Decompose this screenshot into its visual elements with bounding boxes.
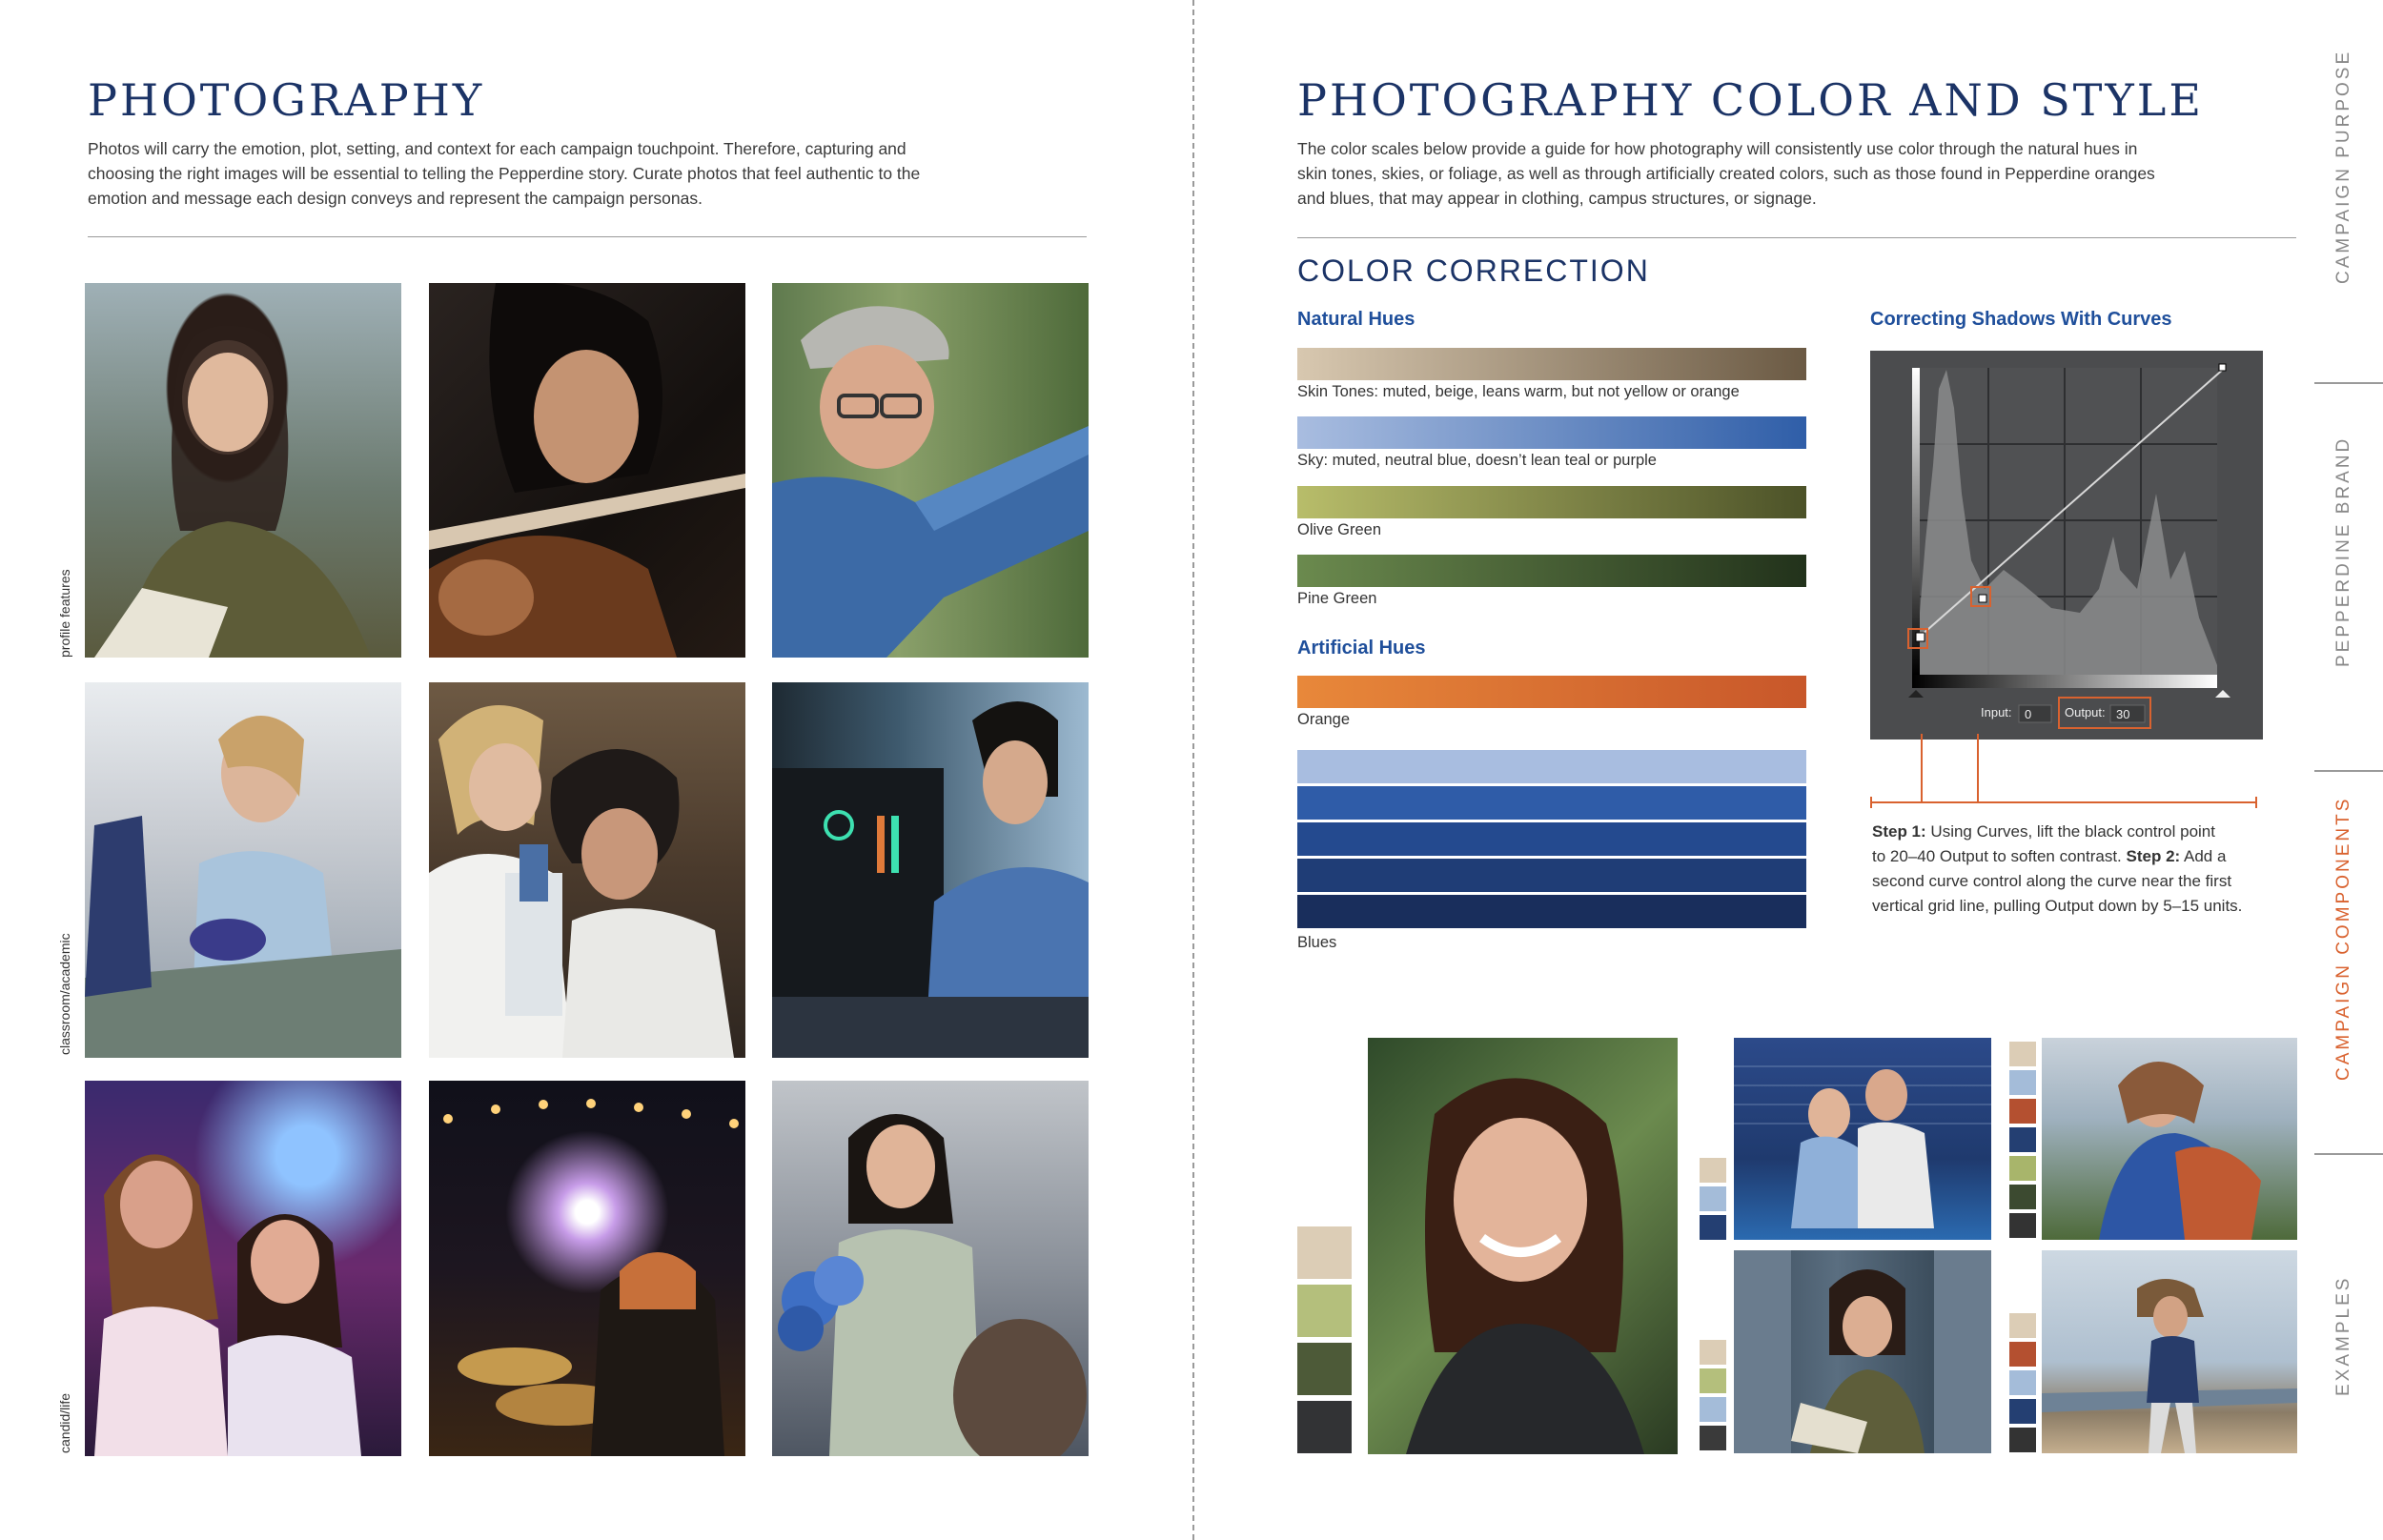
row-label-candid: candid/life — [57, 1392, 72, 1453]
photo-violinist — [429, 283, 745, 658]
photo-art-class — [85, 682, 401, 1058]
tab-separator — [2314, 770, 2383, 772]
intro-line: skin tones, skies, or foliage, as well as through artificially created colors, such as those found in Pepperdine oranges — [1297, 164, 2155, 183]
swatch — [2009, 1185, 2036, 1209]
swatch — [2009, 1070, 2036, 1095]
row-label-classroom: classroom/academic — [57, 933, 72, 1055]
curves-callout-lines — [1864, 734, 2264, 820]
step1-label: Step 1: — [1872, 822, 1926, 841]
swatch-column-e — [2009, 1313, 2036, 1452]
step-line — [1872, 820, 2272, 844]
swatch — [2009, 1342, 2036, 1367]
natural-hues-heading: Natural Hues — [1297, 309, 1416, 330]
swatch — [1700, 1397, 1726, 1422]
photo-library-student — [1734, 1250, 1991, 1453]
curves-panel — [1870, 351, 2263, 740]
swatch — [1297, 1226, 1352, 1279]
intro-line: The color scales below provide a guide for how photography will consistently use color through the natural hues in — [1297, 139, 2138, 158]
sky-label: Sky: muted, neutral blue, doesn’t lean teal or purple — [1297, 452, 1657, 469]
intro-line: choosing the right images will be essential to telling the Pepperdine story. Curate photos that feel authentic to the — [88, 164, 921, 183]
swatch — [1700, 1368, 1726, 1393]
step-line: second curve control along the curve near the first — [1872, 872, 2232, 890]
right-page-title: PHOTOGRAPHY COLOR AND STYLE — [1297, 74, 2204, 126]
orange-bar — [1297, 676, 1806, 708]
swatch — [2009, 1127, 2036, 1152]
blues-stack — [1297, 750, 1806, 928]
swatch — [2009, 1399, 2036, 1424]
step2-label: Step 2: — [2126, 847, 2181, 865]
photo-dance-party — [85, 1081, 401, 1456]
photo-microscope — [429, 682, 745, 1058]
swatch — [1700, 1340, 1726, 1365]
blue-band — [1297, 859, 1806, 892]
photo-smiling-student — [1368, 1038, 1678, 1454]
step1-text: Using Curves, lift the black control point — [1925, 822, 2215, 841]
photo-computer-student — [772, 682, 1089, 1058]
blue-band — [1297, 822, 1806, 856]
curves-heading: Correcting Shadows With Curves — [1870, 309, 2172, 330]
pine-green-label: Pine Green — [1297, 590, 1377, 607]
sky-bar — [1297, 416, 1806, 449]
swatch — [2009, 1099, 2036, 1124]
photo-hugging-friends — [2042, 1038, 2297, 1240]
row-label-profile: profile features — [57, 569, 72, 658]
tab-separator — [2314, 382, 2383, 384]
curves-output-label: Output: — [2065, 705, 2106, 719]
swatch — [2009, 1213, 2036, 1238]
tab-pepperdine-brand[interactable]: PEPPERDINE BRAND — [2333, 436, 2353, 667]
swatch-column-c — [2009, 1042, 2036, 1238]
swatch — [1700, 1426, 1726, 1450]
tab-examples[interactable]: EXAMPLES — [2333, 1275, 2353, 1396]
intro-line: and blues, that may appear in clothing, campus structures, or signage. — [1297, 189, 1817, 208]
blue-band — [1297, 786, 1806, 820]
photo-tennis-couple — [1734, 1038, 1991, 1240]
swatch — [1297, 1343, 1352, 1395]
olive-green-bar — [1297, 486, 1806, 518]
swatch — [2009, 1428, 2036, 1452]
photo-concert — [429, 1081, 745, 1456]
swatch-column-d — [1700, 1340, 1726, 1450]
curves-instructions — [1872, 820, 2272, 919]
orange-label: Orange — [1297, 711, 1351, 728]
swatch — [1700, 1215, 1726, 1240]
intro-line: emotion and message each design conveys and represent the campaign personas. — [88, 189, 703, 208]
curves-output-value: 30 — [2116, 707, 2130, 721]
blue-band — [1297, 750, 1806, 783]
right-rule — [1297, 237, 2296, 238]
tab-campaign-components[interactable]: CAMPAIGN COMPONENTS — [2333, 796, 2353, 1081]
intro-line: Photos will carry the emotion, plot, setting, and context for each campaign touchpoint. Therefore, capturing and — [88, 139, 906, 158]
step2-text: Add a — [2180, 847, 2227, 865]
photo-older-man — [772, 283, 1089, 658]
swatch — [1297, 1285, 1352, 1337]
swatch — [2009, 1370, 2036, 1395]
olive-green-label: Olive Green — [1297, 521, 1382, 538]
left-intro — [88, 136, 1003, 211]
photo-student-reading — [85, 283, 401, 658]
artificial-hues-heading: Artificial Hues — [1297, 638, 1426, 659]
skin-tones-bar — [1297, 348, 1806, 380]
swatch — [1297, 1401, 1352, 1453]
skin-tones-label: Skin Tones: muted, beige, leans warm, but not yellow or orange — [1297, 383, 1740, 400]
swatch — [1700, 1158, 1726, 1183]
step-line — [1872, 844, 2272, 869]
swatch — [2009, 1042, 2036, 1066]
curves-input-label: Input: — [1981, 705, 2012, 719]
curves-graph — [1870, 351, 2263, 740]
curves-input-value: 0 — [2025, 707, 2032, 721]
left-rule — [88, 236, 1087, 237]
swatch — [2009, 1156, 2036, 1181]
pine-green-bar — [1297, 555, 1806, 587]
blues-label: Blues — [1297, 934, 1337, 951]
right-intro — [1297, 136, 2212, 211]
page-divider — [1192, 0, 1194, 1540]
left-page-title: PHOTOGRAPHY — [88, 74, 485, 126]
swatch — [1700, 1186, 1726, 1211]
photo-beach-student — [2042, 1250, 2297, 1453]
blue-band — [1297, 895, 1806, 928]
step-text: to 20–40 Output to soften contrast. — [1872, 847, 2127, 865]
tab-separator — [2314, 1153, 2383, 1155]
color-correction-heading: COLOR CORRECTION — [1297, 253, 1650, 288]
photo-flower-student — [772, 1081, 1089, 1456]
swatch-column-b — [1700, 1158, 1726, 1240]
swatch — [2009, 1313, 2036, 1338]
swatch-column-a — [1297, 1226, 1352, 1453]
tab-campaign-purpose[interactable]: CAMPAIGN PURPOSE — [2333, 49, 2353, 284]
step-line: vertical grid line, pulling Output down by 5–15 units. — [1872, 897, 2243, 915]
